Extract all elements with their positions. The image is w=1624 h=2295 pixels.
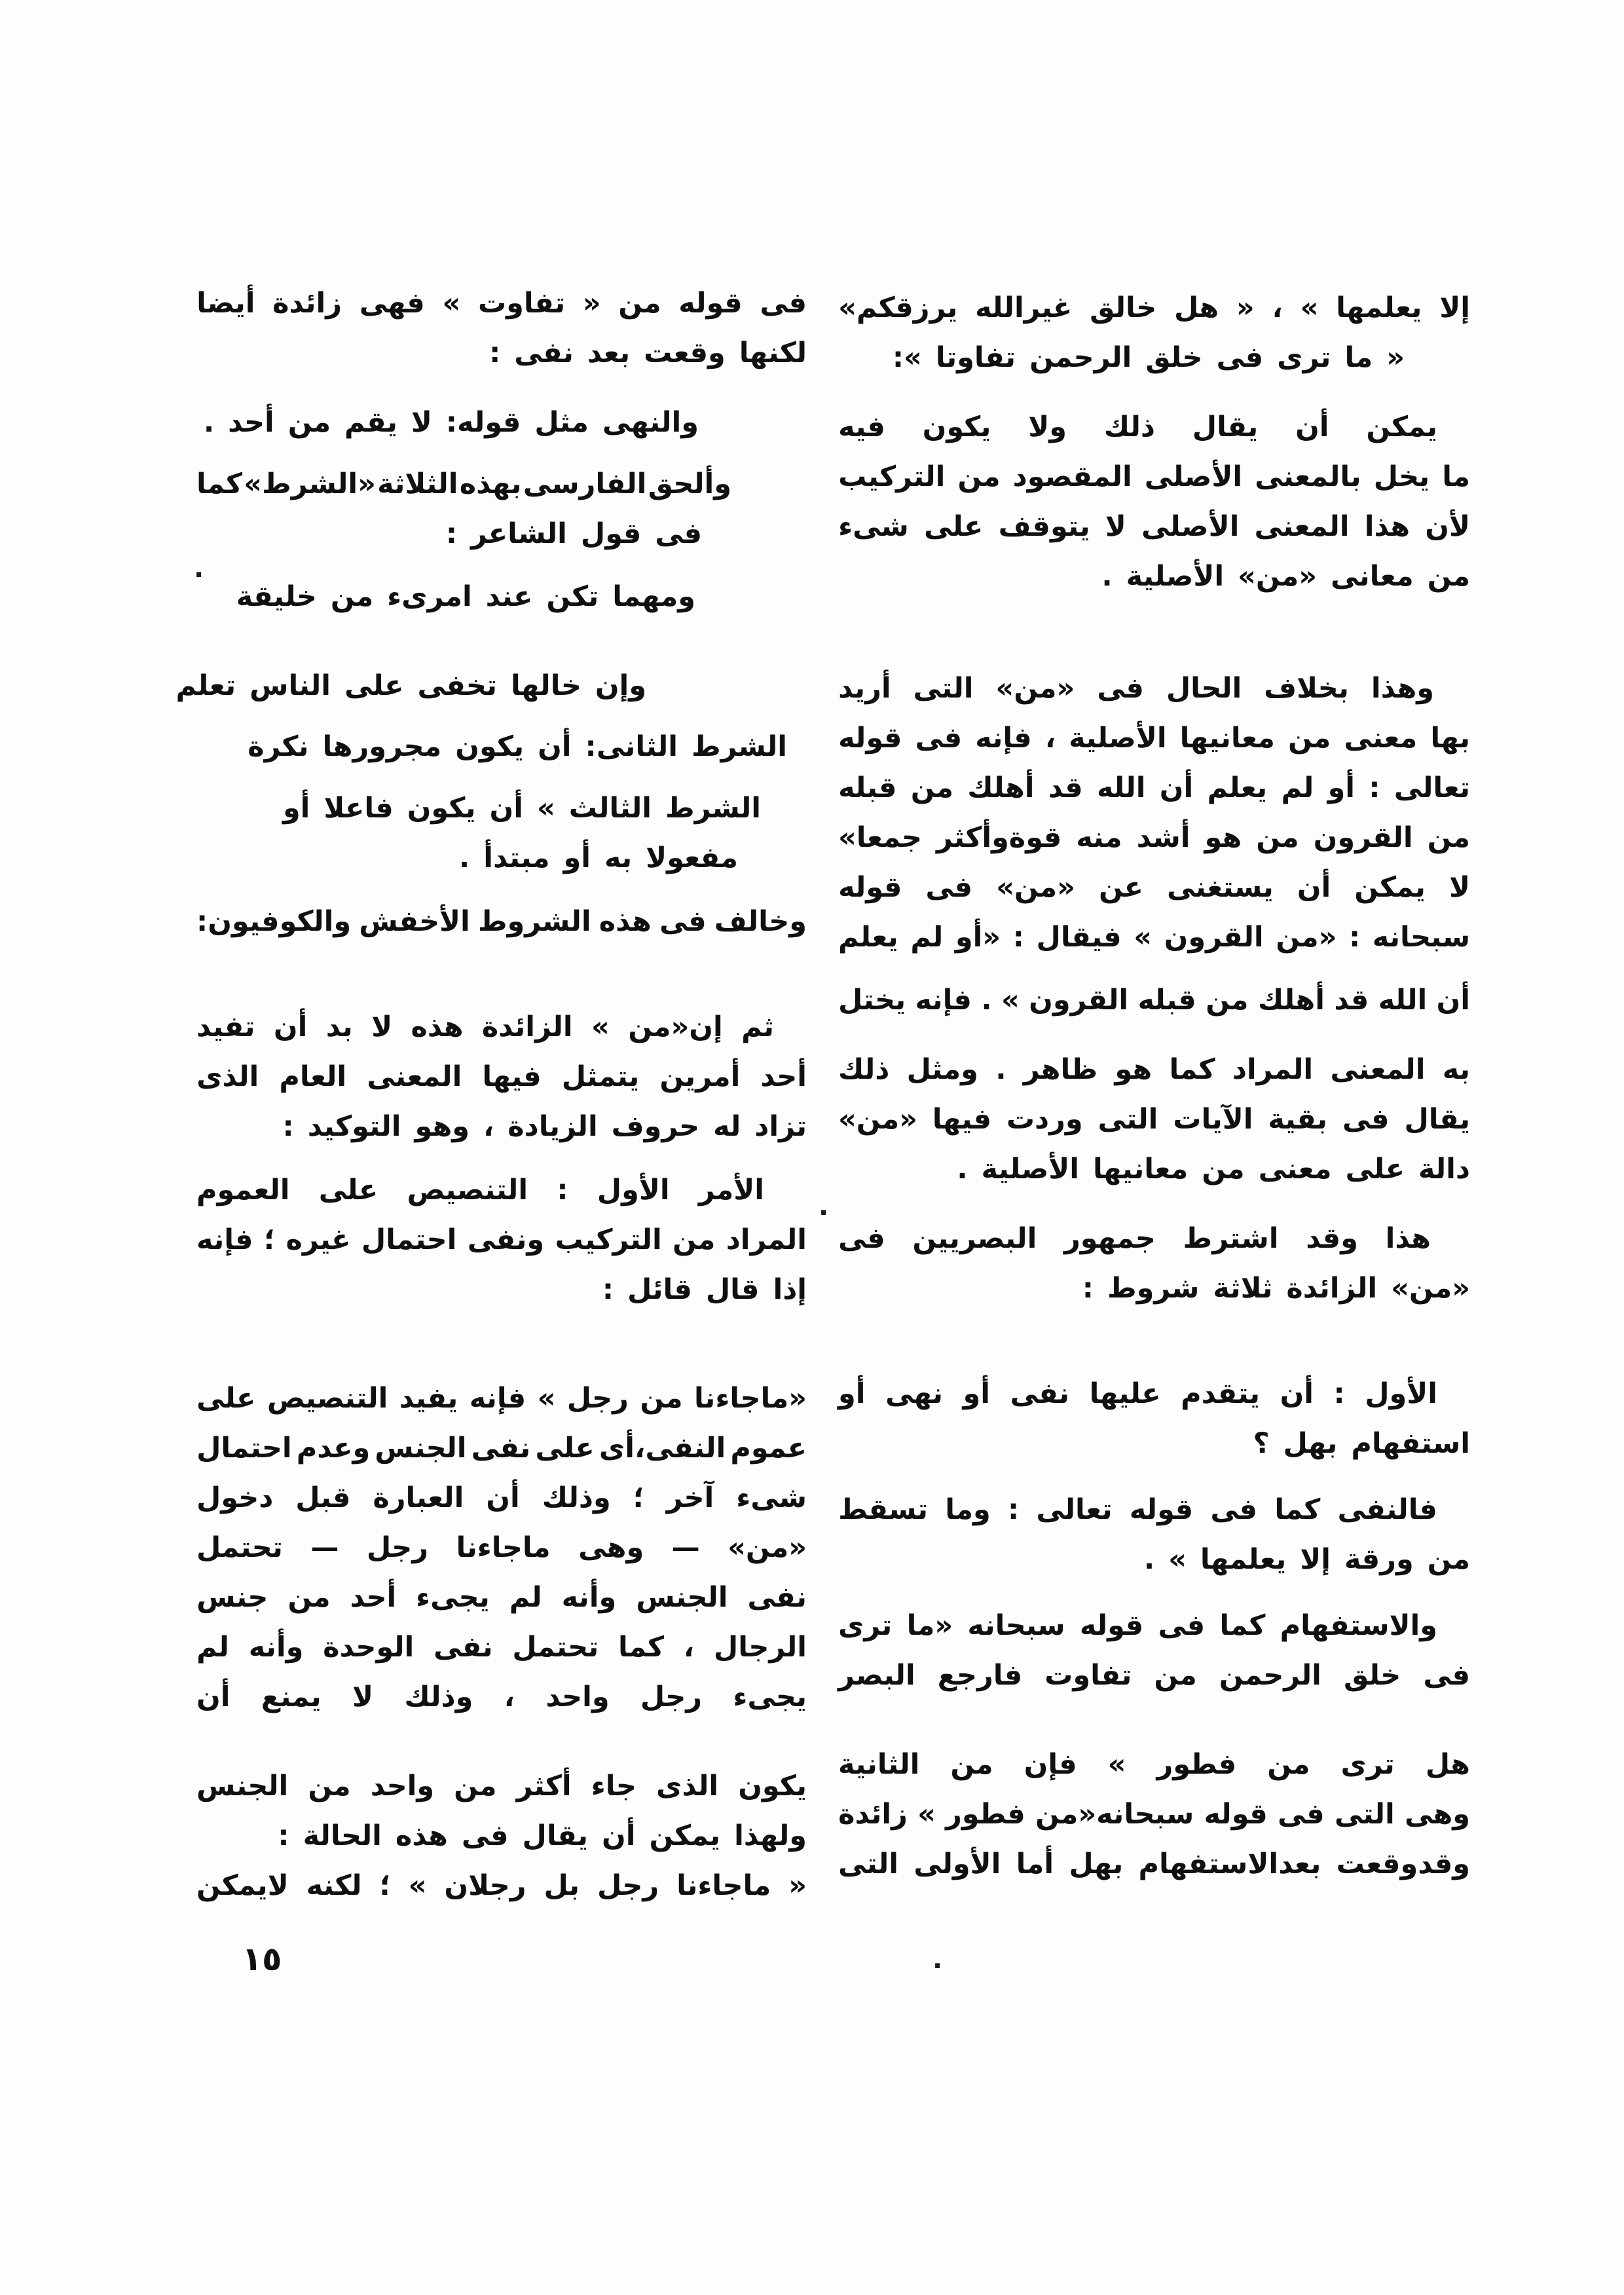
text-line: أحد أمرين يتمثل فيها المعنى العام الذى — [196, 1060, 807, 1093]
column-left — [175, 278, 807, 1911]
ink-speck: . — [932, 1945, 943, 1975]
text-line: والنهى مثل قوله: لا يقم من أحد . — [203, 406, 699, 439]
text-line: يمكن أن يقال ذلك ولا يكون فيه — [838, 411, 1437, 443]
text-line: «من» — وهى ماجاءنا رجل — تحتمل — [196, 1531, 807, 1564]
text-line: ومهما تكن عند امرىء من خليقة — [236, 580, 695, 613]
text-line: سبحانه : «من القرون » فيقال : «أو لم يعلم — [838, 921, 1470, 954]
text-line: فى قول الشاعر : — [445, 517, 702, 550]
text-line: لأن هذا المعنى الأصلى لا يتوقف على شىء — [838, 510, 1470, 543]
text-line: تزاد له حروف الزيادة ، وهو التوكيد : — [282, 1110, 807, 1143]
text-line: فالنفى كما فى قوله تعالى : وما تسقط — [838, 1493, 1437, 1526]
text-line: الأمر الأول : التنصيص على العموم — [196, 1174, 764, 1206]
text-line: وإن خالها تخفى على الناس تعلم — [175, 669, 646, 702]
text-line: لا يمكن أن يستغنى عن «من» فى قوله — [838, 871, 1470, 904]
text-line: وألحق الفارسى بهذه الثلاثة «الشرط» كما — [196, 468, 731, 500]
text-line: وهذا بخلاف الحال فى «من» التى أريد — [838, 672, 1434, 705]
text-line: المراد من التركيب ونفى احتمال غيره ؛ فإنه — [196, 1223, 807, 1256]
text-line: « ما ترى فى خلق الرحمن تفاوتا »: — [892, 341, 1405, 374]
text-line: فى خلق الرحمن من تفاوت فارجع البصر — [838, 1659, 1470, 1692]
text-line: ما يخل بالمعنى الأصلى المقصود من التركيب — [838, 460, 1470, 493]
text-line: وخالف فى هذه الشروط الأخفش والكوفيون: — [196, 905, 807, 938]
text-line: وقدوقعت بعدالاستفهام بهل أما الأولى التى — [838, 1848, 1470, 1880]
text-line: شىء آخر ؛ وذلك أن العبارة قبل دخول — [196, 1482, 807, 1514]
text-line: به المعنى المراد كما هو ظاهر . ومثل ذلك — [838, 1053, 1470, 1086]
text-line: نفى الجنس وأنه لم يجىء أحد من جنس — [196, 1581, 807, 1614]
text-line: إلا يعلمها » ، « هل خالق غيرالله يرزقكم» — [838, 291, 1470, 324]
text-line: هل ترى من فطور » فإن من الثانية — [838, 1748, 1470, 1781]
text-line: «من» الزائدة ثلاثة شروط : — [1082, 1272, 1470, 1305]
text-line: فى قوله من « تفاوت » فهى زائدة أيضا — [196, 287, 807, 320]
ink-speck: · — [819, 1198, 829, 1228]
text-line: ولهذا يمكن أن يقال فى هذه الحالة : — [278, 1819, 807, 1852]
text-line: «ماجاءنا من رجل » فإنه يفيد التنصيص على — [196, 1382, 807, 1415]
text-line: هذا وقد اشترط جمهور البصريين فى — [838, 1222, 1431, 1255]
text-line: يقال فى بقية الآيات التى وردت فيها «من» — [838, 1103, 1470, 1136]
text-line: وهى التى فى قوله سبحانه«من فطور » زائدة — [838, 1798, 1470, 1831]
column-right — [838, 283, 1470, 1889]
text-line: الشرط الثالث » أن يكون فاعلا أو — [282, 792, 761, 825]
text-line: بها معنى من معانيها الأصلية ، فإنه فى قوله — [838, 722, 1470, 755]
text-line: دالة على معنى من معانيها الأصلية . — [957, 1153, 1470, 1185]
text-line: لكنها وقعت بعد نفى : — [489, 337, 807, 369]
text-line: أن الله قد أهلك من قبله القرون » . فإنه يختل — [838, 984, 1470, 1017]
text-line: والاستفهام كما فى قوله سبحانه «ما ترى — [838, 1609, 1437, 1642]
text-line: مفعولا به أو مبتدأ . — [458, 842, 738, 874]
text-line: ثم إن«من » الزائدة هذه لا بد أن تفيد — [196, 1011, 774, 1043]
text-line: استفهام بهل ؟ — [1253, 1427, 1470, 1460]
text-line: يجىء رجل واحد ، وذلك لا يمنع أن — [196, 1681, 807, 1713]
ink-speck: . — [194, 553, 204, 584]
page-number: ١٥ — [242, 1940, 282, 1978]
text-line: « ماجاءنا رجل بل رجلان » ؛ لكنه لايمكن — [196, 1869, 807, 1902]
text-line: يكون الذى جاء أكثر من واحد من الجنس — [196, 1770, 807, 1802]
text-line: تعالى : أو لم يعلم أن الله قد أهلك من قبله — [838, 772, 1470, 804]
text-line: من القرون من هو أشد منه قوةوأكثر جمعا» — [838, 821, 1470, 854]
text-line: الأول : أن يتقدم عليها نفى أو نهى أو — [838, 1377, 1437, 1410]
text-line: الشرط الثانى: أن يكون مجرورها نكرة — [248, 730, 787, 763]
text-line: الرجال ، كما تحتمل نفى الوحدة وأنه لم — [196, 1631, 807, 1664]
text-line: من معانى «من» الأصلية . — [1101, 560, 1470, 593]
text-line: من ورقة إلا يعلمها » . — [1143, 1543, 1470, 1576]
text-line: إذا قال قائل : — [602, 1273, 807, 1306]
text-line: عموم النفى،أى على نفى الجنس وعدم احتمال — [196, 1432, 807, 1465]
